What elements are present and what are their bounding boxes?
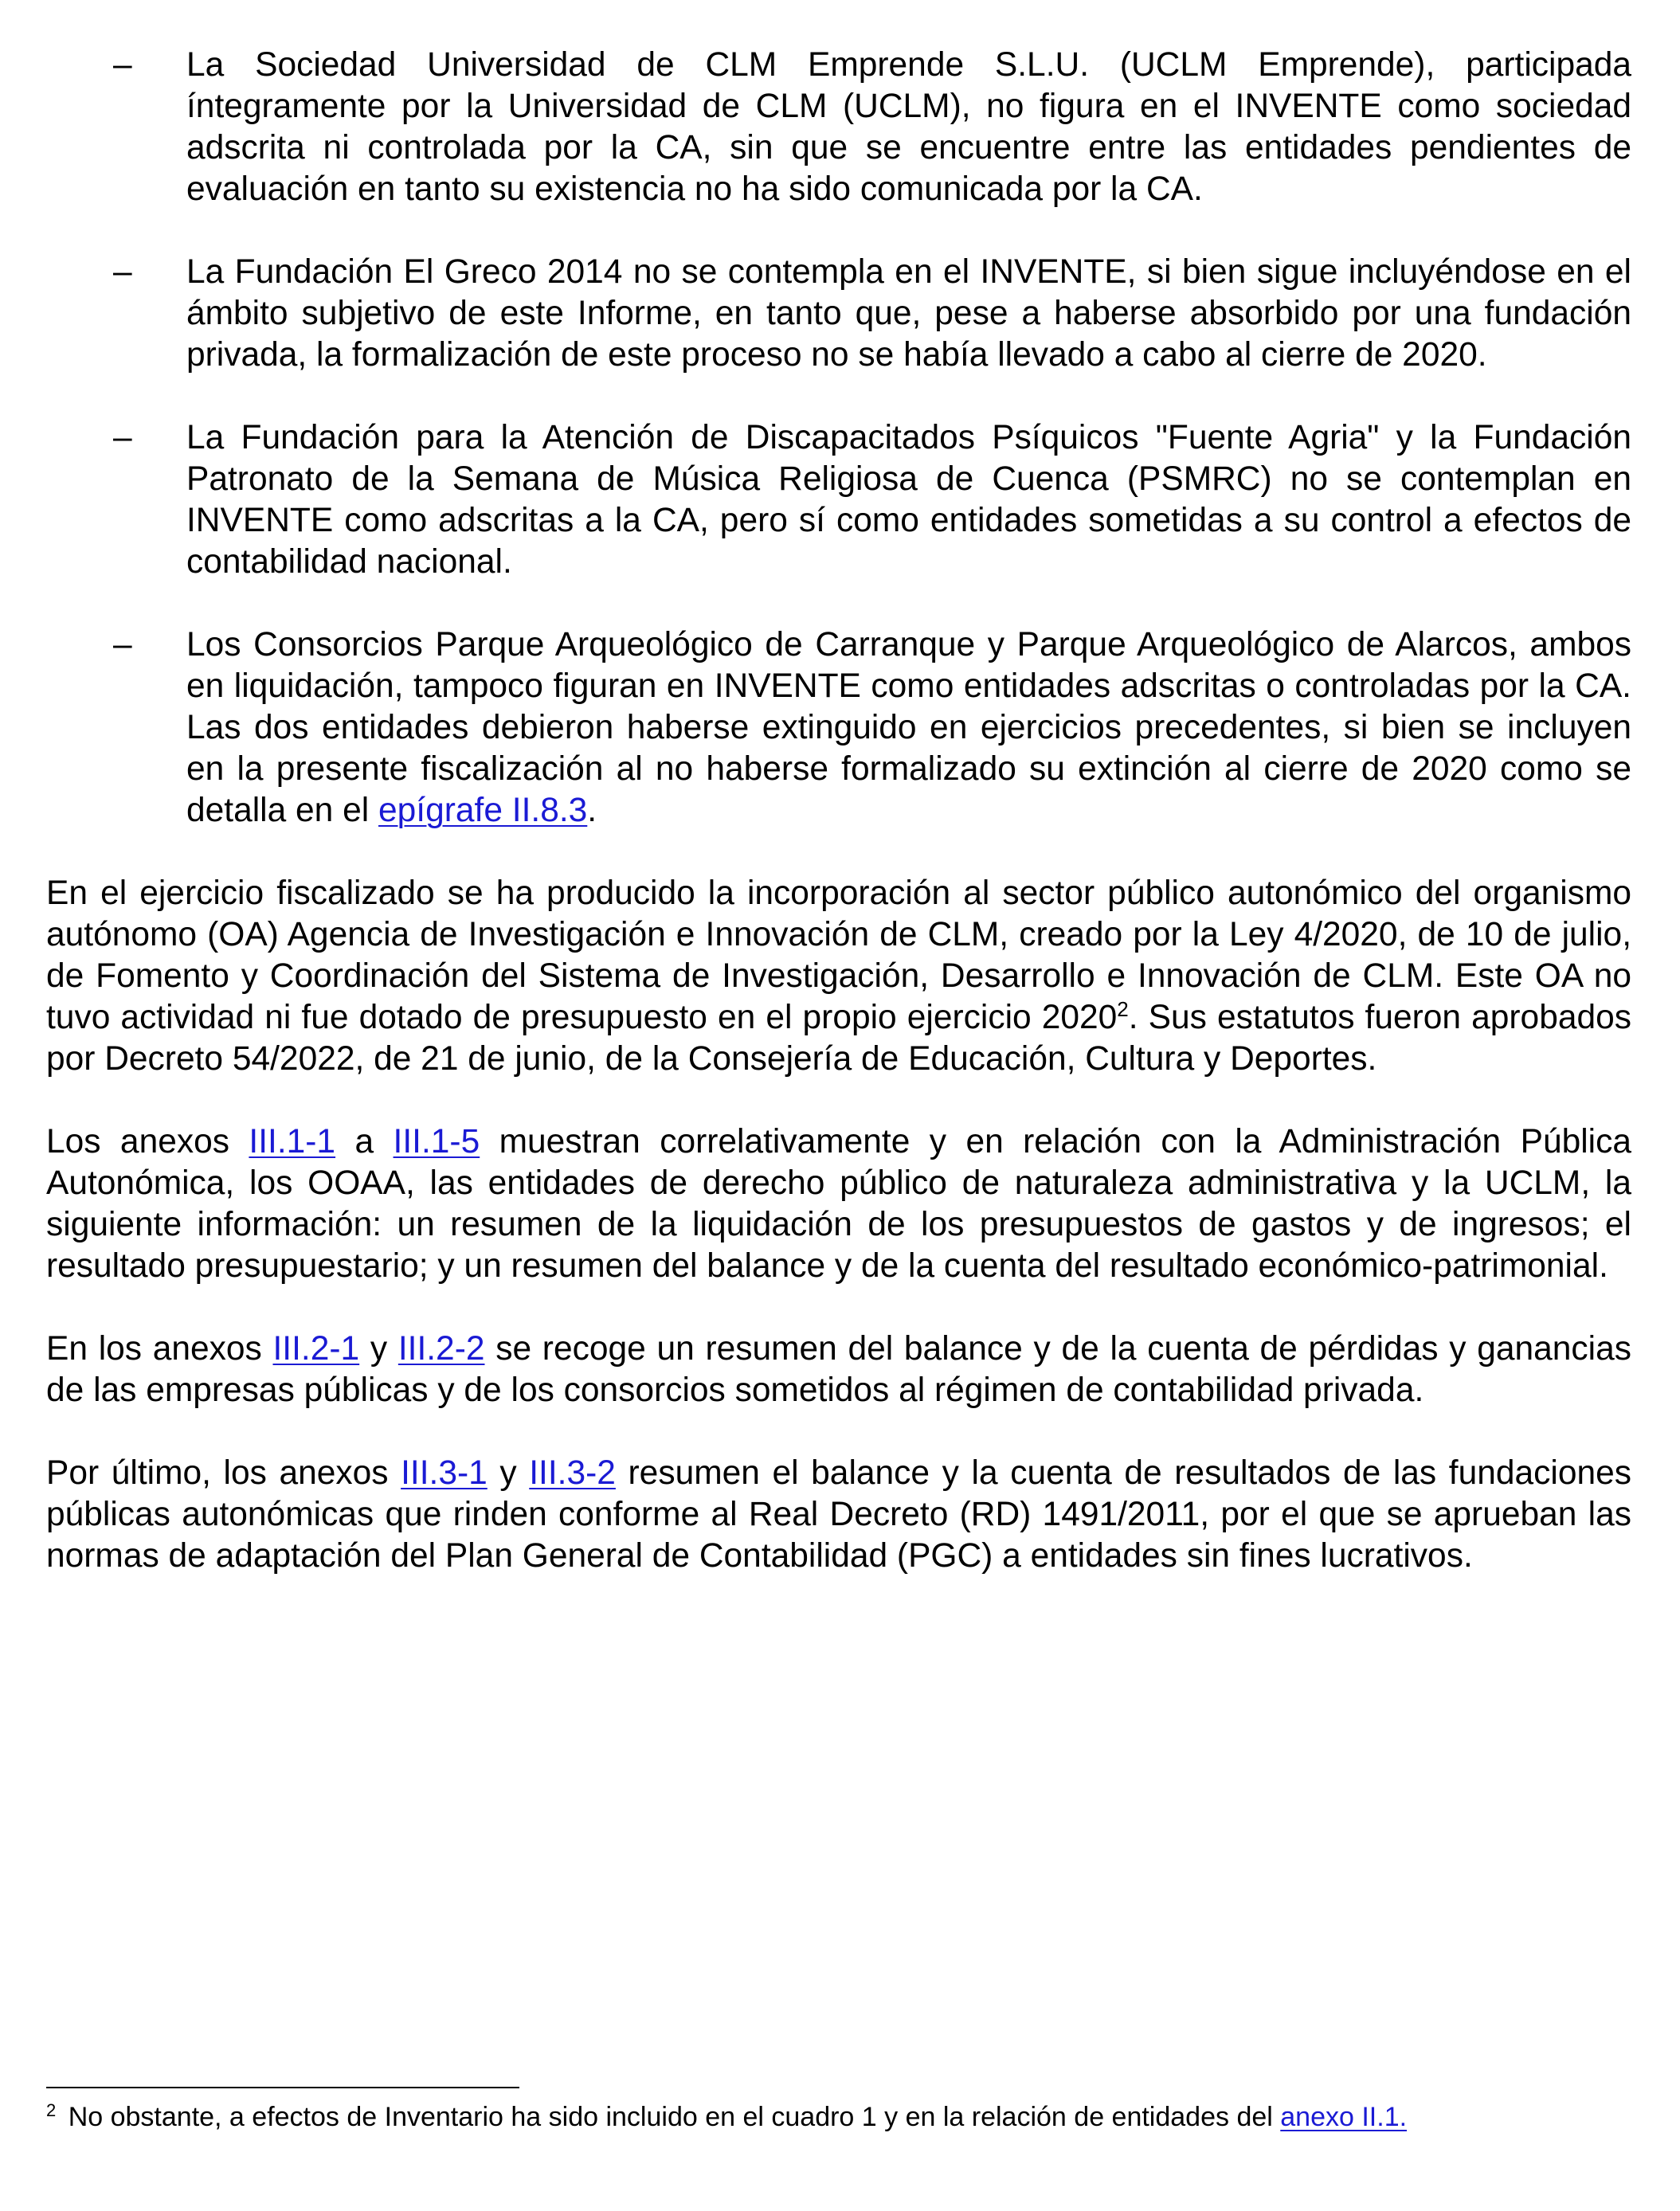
dash-bullet: – [113, 253, 132, 291]
document-body [46, 45, 1631, 1618]
list-item [46, 252, 1631, 376]
paragraph-text: y [359, 1330, 398, 1368]
link-annex-iii-3-2[interactable]: III.3-2 [529, 1454, 616, 1492]
paragraph-text: resumen el balance y la cuenta de resultados de las fundaciones públicas autonómicas que rinden conforme al Real Decreto (RD) 1491/2011, por el que se aprueban las normas de adaptación del Plan General de Contabilidad (PGC) a entidades sin fines lucrativos. [46, 1454, 1631, 1575]
paragraph-annexes-iii-3 [46, 1453, 1631, 1577]
list-item-text: La Fundación El Greco 2014 no se contempla en el INVENTE, si bien sigue incluyéndose en el ámbito subjetivo de este Informe, en tanto que, pese a haberse absorbido por una fundación privada, la formalización de este proceso no se había llevado a cabo al cierre de 2020. [186, 253, 1631, 374]
link-annex-iii-3-1[interactable]: III.3-1 [401, 1454, 488, 1492]
paragraph-annexes-iii-2 [46, 1329, 1631, 1411]
paragraph-text: y [487, 1454, 530, 1492]
paragraph-text: muestran correlativamente y en relación con la Administración Pública Autonómica, los OOAA, las entidades de derecho público de naturaleza administrativa y la UCLM, la siguiente información: un resumen de la liquidación de los presupuestos de gastos y de ingresos; el resultado presupuestario; y un resumen del balance y de la cuenta del resultado económico-patrimonial. [46, 1123, 1631, 1285]
link-annex-iii-1-1[interactable]: III.1-1 [249, 1123, 336, 1160]
paragraph-text: Por último, los anexos [46, 1454, 401, 1492]
list-item [46, 417, 1631, 583]
link-annex-iii-1-5[interactable]: III.1-5 [393, 1123, 480, 1160]
paragraph-text: se recoge un resumen del balance y de la cuenta de pérdidas y ganancias de las empresas públicas y de los consorcios sometidos al régimen de contabilidad privada. [46, 1330, 1631, 1409]
list-item-text: Los Consorcios Parque Arqueológico de Carranque y Parque Arqueológico de Alarcos, ambos en liquidación, tampoco figuran en INVENTE como entidades adscritas o controladas por la CA. Las dos entidades debieron haberse extinguido en ejercicios precedentes, si bien se incluyen en la presente fiscalización al no haberse formalizado su extinción al cierre de 2020 como se detalla en el [186, 626, 1631, 829]
list-item-text: La Fundación para la Atención de Discapacitados Psíquicos "Fuente Agria" y la Fundación Patronato de la Semana de Música Religiosa de Cuenca (PSMRC) no se contemplan en INVENTE como adscritas a la CA, pero sí como entidades sometidas a su control a efectos de contabilidad nacional. [186, 419, 1631, 581]
link-epigrafe-ii-8-3[interactable]: epígrafe II.8.3 [378, 792, 588, 829]
link-annex-iii-2-2[interactable]: III.2-2 [397, 1330, 485, 1368]
list-item [46, 624, 1631, 832]
paragraph-new-agency [46, 873, 1631, 1080]
footnote-text: No obstante, a efectos de Inventario ha sido incluido en el cuadro 1 y en la relación de entidades del [61, 2102, 1281, 2132]
footnote [46, 2099, 1631, 2135]
entity-bullet-list [46, 45, 1631, 832]
footnote-reference[interactable]: 2 [1117, 996, 1129, 1021]
paragraph-text: Los anexos [46, 1123, 249, 1160]
paragraph-text: En el ejercicio fiscalizado se ha producido la incorporación al sector público autonómico del organismo autónomo (OA) Agencia de Investigación e Innovación de CLM, creado por la Ley 4/2020, de 10 de julio, de Fomento y Coordinación del Sistema de Investigación, Desarrollo e Innovación de CLM. Este OA no tuvo actividad ni fue dotado de presupuesto en el propio ejercicio 2020 [46, 875, 1631, 1036]
link-annex-ii-1[interactable]: anexo II.1. [1280, 2102, 1408, 2132]
dash-bullet: – [113, 626, 132, 663]
list-item-text: La Sociedad Universidad de CLM Emprende S.L.U. (UCLM Emprende), participada íntegramente por la Universidad de CLM (UCLM), no figura en el INVENTE como sociedad adscrita ni controlada por la CA, sin que se encuentre entre las entidades pendientes de evaluación en tanto su existencia no ha sido comunicada por la CA. [186, 46, 1631, 208]
footnote-number: 2 [46, 2099, 57, 2120]
list-item-text-end: . [587, 792, 597, 829]
paragraph-text: a [335, 1123, 394, 1160]
paragraph-text: En los anexos [46, 1330, 273, 1368]
paragraph-text: . Sus estatutos fueron aprobados por Decreto 54/2022, de 21 de junio, de la Consejería de Educación, Cultura y Deportes. [46, 999, 1631, 1078]
list-item [46, 45, 1631, 210]
link-annex-iii-2-1[interactable]: III.2-1 [272, 1330, 360, 1368]
dash-bullet: – [113, 46, 132, 84]
dash-bullet: – [113, 419, 132, 456]
paragraph-annexes-iii-1 [46, 1121, 1631, 1287]
footnote-divider [46, 2087, 519, 2088]
